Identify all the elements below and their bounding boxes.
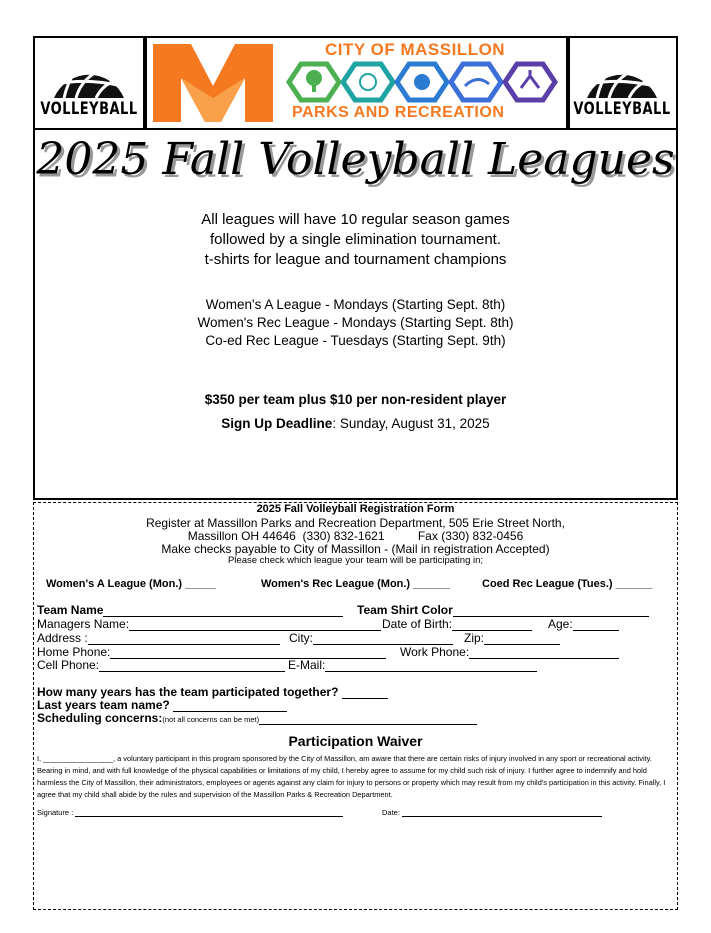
flyer-frame [33, 36, 678, 500]
registration-form [33, 502, 678, 910]
city-field[interactable] [313, 634, 453, 645]
home-phone-label: Home Phone: [37, 645, 111, 659]
years-row [37, 685, 388, 699]
zip-label: Zip: [464, 631, 485, 645]
signature-row [37, 808, 343, 817]
address-label: Address : [37, 631, 88, 645]
league-item: Co-ed Rec League - Tuesdays (Starting Sept. 9th) [205, 333, 506, 348]
scheduling-note: (not all concerns can be met) [162, 715, 260, 724]
last-name-label: Last years team name? [37, 698, 170, 712]
last-name-row [37, 698, 287, 712]
form-checks-line: Make checks payable to City of Massillon - (Mail in registration Accepted) [161, 542, 550, 556]
age-row [548, 617, 619, 631]
shirt-color-row [357, 603, 649, 617]
volleyball-label: VOLLEYBALL [40, 99, 138, 119]
right-volleyball-logo [566, 38, 676, 128]
volleyball-icon [46, 50, 132, 100]
waiver-text: I, _________________, a voluntary participant in this program sponsored by the City of Massillon, am aware that there are certain risks of injury involved in any sport or recreational activity. Bearing in mind, and with full knowledge of the physical capabilities or limitations of my child, I hereby agree to assume for my child such risk of injury. I further agree to indemnify and hold harmless the City of Massillon, their administrators, employees or agents against any claim for injury to persons or property which may result from my child's participation in this activity. Finally, I agree that my child shall abide by the rules and supervision of the Massillon Parks & Recreation Department. [37, 754, 666, 799]
form-check-note: Please check which league your team will be participating in; [227, 555, 484, 566]
intro-text [35, 210, 676, 270]
city-label: City: [289, 631, 313, 645]
deadline-label: Sign Up Deadline [221, 416, 333, 431]
team-name-label: Team Name [37, 603, 104, 617]
date-field[interactable] [402, 808, 602, 817]
left-volleyball-logo [35, 38, 145, 128]
deadline-value: : Sunday, August 31, 2025 [332, 416, 490, 431]
page-title: 2025 Fall Volleyball Leagues [36, 134, 675, 185]
email-field[interactable] [325, 661, 537, 672]
cell-phone-label: Cell Phone: [37, 658, 100, 672]
date-label: Date: [382, 808, 400, 817]
cell-phone-field[interactable] [99, 661, 285, 672]
dob-row [382, 617, 532, 631]
waiver-title: Participation Waiver [288, 733, 423, 749]
age-label: Age: [548, 617, 573, 631]
address-row [37, 631, 280, 645]
form-address-line: Register at Massillon Parks and Recreation Department, 505 Erie Street North, [146, 516, 565, 530]
scheduling-label: Scheduling concerns: [37, 711, 163, 725]
intro-line: followed by a single elimination tournament. [210, 231, 501, 248]
price-text: $350 per team plus $10 per non-resident player [204, 392, 507, 407]
dob-label: Date of Birth: [382, 617, 453, 631]
option-womens-rec[interactable]: Women's Rec League (Mon.) ______ [261, 578, 450, 590]
volleyball-icon [579, 50, 665, 100]
parks-logo [145, 38, 570, 128]
deadline-text [35, 416, 676, 431]
cell-phone-row [37, 658, 285, 672]
scheduling-row [37, 711, 477, 725]
scheduling-field[interactable] [259, 714, 477, 725]
league-item: Women's Rec League - Mondays (Starting Sept. 8th) [197, 315, 514, 330]
league-list [35, 296, 676, 350]
zip-field[interactable] [484, 634, 560, 645]
email-row [288, 658, 537, 672]
intro-line: t-shirts for league and tournament champions [204, 251, 507, 268]
address-field[interactable] [88, 634, 280, 645]
volleyball-label: VOLLEYBALL [573, 99, 671, 119]
age-field[interactable] [573, 620, 619, 631]
team-name-row [37, 603, 343, 617]
logo-city-text: CITY OF MASSILLON [325, 40, 506, 59]
managers-field[interactable] [129, 620, 381, 631]
managers-row [37, 617, 381, 631]
date-row [382, 808, 602, 817]
years-label: How many years has the team participated together? [37, 685, 339, 699]
managers-label: Managers Name: [37, 617, 130, 631]
form-phone-line: Massillon OH 44646 (330) 832-1621 Fax (330) 832-0456 [187, 529, 524, 543]
option-coed-rec[interactable]: Coed Rec League (Tues.) ______ [482, 578, 653, 590]
city-row [289, 631, 453, 645]
logo-parks-text: PARKS AND RECREATION [292, 104, 505, 121]
form-title: 2025 Fall Volleyball Registration Form [256, 503, 455, 515]
email-label: E-Mail: [288, 658, 326, 672]
option-womens-a[interactable]: Women's A League (Mon.) _____ [46, 578, 216, 590]
home-phone-row [37, 645, 386, 659]
signature-field[interactable] [75, 808, 343, 817]
header-row [35, 38, 676, 130]
signature-label: Signature : [37, 808, 74, 817]
work-phone-label: Work Phone: [400, 645, 470, 659]
intro-line: All leagues will have 10 regular season games [201, 211, 510, 228]
zip-row [464, 631, 560, 645]
shirt-color-field[interactable] [453, 606, 649, 617]
work-phone-row [400, 645, 619, 659]
dob-field[interactable] [452, 620, 532, 631]
team-name-field[interactable] [103, 606, 343, 617]
league-item: Women's A League - Mondays (Starting Sept. 8th) [205, 297, 506, 312]
years-field[interactable] [342, 688, 388, 699]
shirt-color-label: Team Shirt Color [357, 603, 453, 617]
